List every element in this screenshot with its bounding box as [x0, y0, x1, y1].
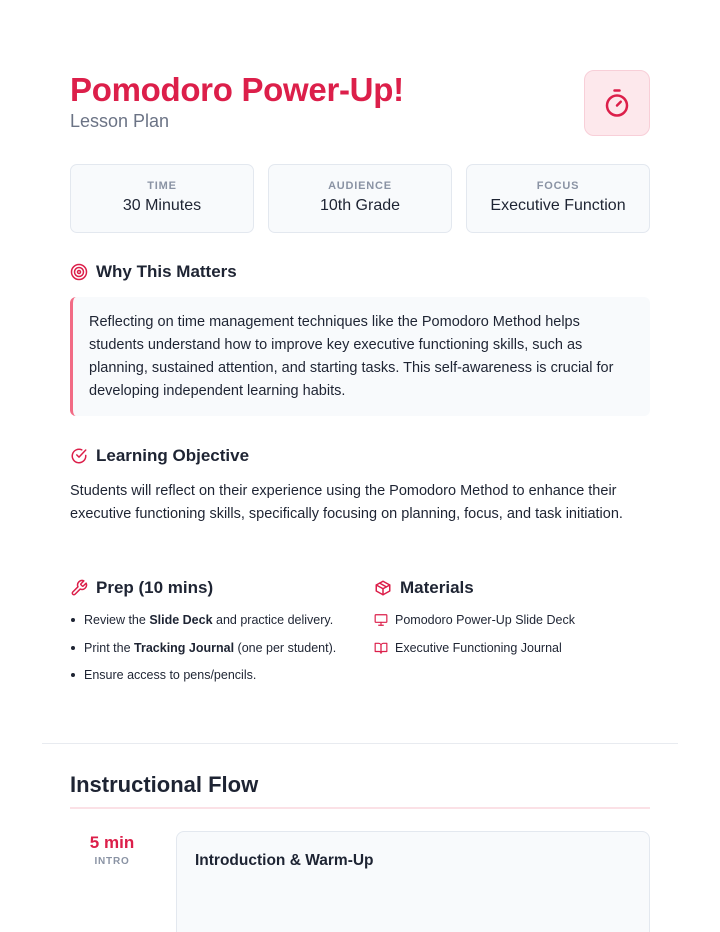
flow-step-time — [70, 833, 154, 867]
header — [70, 70, 650, 136]
objective-heading — [70, 446, 249, 466]
prep-heading — [70, 578, 370, 598]
material-label: Pomodoro Power-Up Slide Deck — [395, 613, 575, 627]
list-item — [374, 640, 654, 656]
why-callout — [70, 297, 650, 416]
flow-step-card — [176, 831, 650, 932]
stat-card-audience — [268, 164, 452, 233]
why-heading — [70, 262, 237, 282]
materials-list — [374, 612, 654, 656]
page-title: Pomodoro Power-Up! — [70, 71, 404, 108]
flow-step-title: Introduction & Warm-Up — [195, 852, 374, 869]
list-item: Review the Slide Deck and practice delivery. — [70, 612, 370, 628]
list-item: Ensure access to pens/pencils. — [70, 667, 370, 683]
why-heading-text: Why This Matters — [96, 262, 237, 281]
page-subtitle: Lesson Plan — [70, 111, 170, 131]
stat-card-focus — [466, 164, 650, 233]
flow-heading: Instructional Flow — [70, 772, 259, 797]
book-open-icon — [374, 641, 388, 655]
stat-label: AUDIENCE — [328, 180, 392, 192]
objective-heading-text: Learning Objective — [96, 446, 250, 465]
why-body: Reflecting on time management techniques like the Pomodoro Method helps students understand how to improve key executive functioning skills, such as planning, sustained attention, and starting tasks. This self-awareness is crucial for developing independent learning habits. — [89, 314, 614, 399]
objective-body: Students will reflect on their experience using the Pomodoro Method to enhance their executive functioning skills, specifically focusing on planning, focus, and task initiation. — [70, 483, 623, 522]
list-item: Print the Tracking Journal (one per student). — [70, 640, 370, 656]
list-item — [374, 612, 654, 628]
flow-step-duration: 5 min — [89, 833, 135, 852]
check-circle-icon — [70, 447, 88, 465]
stat-value: Executive Function — [490, 197, 626, 214]
target-icon — [70, 263, 88, 281]
stat-label: FOCUS — [536, 180, 580, 192]
materials-heading-text: Materials — [400, 578, 474, 597]
stat-value: 10th Grade — [319, 197, 401, 214]
materials-section — [374, 578, 654, 667]
flow-heading-rule — [70, 807, 650, 809]
prep-section — [70, 578, 370, 695]
timer-badge — [584, 70, 650, 136]
presentation-icon — [374, 613, 388, 627]
box-icon — [374, 579, 392, 597]
stat-label: TIME — [147, 180, 177, 192]
prep-heading-text: Prep (10 mins) — [96, 578, 214, 597]
stat-value: 30 Minutes — [122, 197, 202, 214]
wrench-icon — [70, 579, 88, 597]
stats-row — [70, 164, 650, 233]
stat-card-time — [70, 164, 254, 233]
section-divider — [42, 743, 678, 744]
prep-list — [70, 612, 370, 683]
materials-heading — [374, 578, 654, 598]
flow-step-tag: INTRO — [94, 856, 130, 867]
material-label: Executive Functioning Journal — [395, 640, 562, 655]
stopwatch-icon — [602, 88, 632, 118]
